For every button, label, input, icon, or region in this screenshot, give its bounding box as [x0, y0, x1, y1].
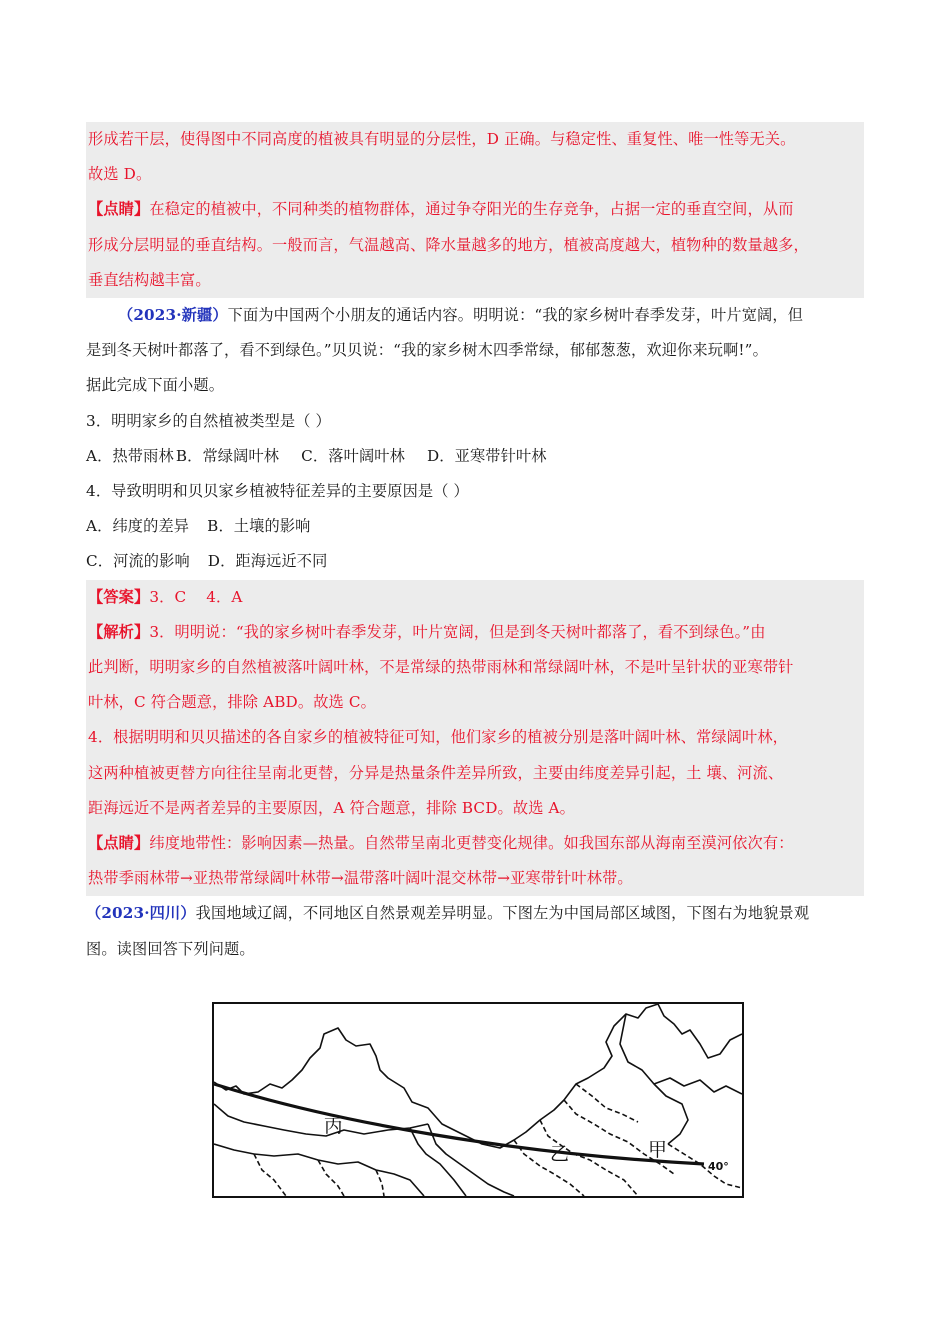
label-yi: 乙 — [550, 1143, 570, 1165]
option-a: A．热带雨林 — [86, 446, 174, 465]
option-c: C．河流的影响 — [86, 552, 190, 571]
text-line: 形成若干层，使得图中不同高度的植被具有明显的分层性，D 正确。与稳定性、重复性、唯一性等无关。 — [88, 130, 796, 148]
analysis-line — [88, 615, 862, 650]
option-c: C．落叶阔叶林 — [301, 446, 405, 465]
tip-text: 在稳定的植被中，不同种类的植物群体，通过争夺阳光的生存竞争，占据一定的垂直空间，从而 — [149, 200, 794, 219]
tip-line — [88, 826, 862, 861]
answer-tag: 【答案】 — [88, 587, 150, 606]
latitude-line-40 — [214, 1084, 704, 1164]
analysis-tag: 【解析】 — [88, 622, 150, 641]
text-line: 故选 D。 — [88, 165, 152, 184]
question-options — [86, 544, 864, 579]
tip-tag: 【点睛】 — [88, 200, 150, 219]
latitude-label: 40° — [708, 1160, 729, 1173]
analysis-line: 距海远近不是两者差异的主要原因，A 符合题意，排除 BCD。故选 A。 — [88, 798, 575, 817]
analysis-line: 4．根据明明和贝贝描述的各自家乡的植被特征可知，他们家乡的植被分别是落叶阔叶林、常绿阔叶林， — [88, 728, 788, 747]
question-intro — [86, 298, 864, 404]
answer-line — [88, 580, 862, 615]
source-tag: （2023·四川） — [86, 904, 196, 923]
tip-line — [88, 192, 862, 227]
question-3 — [86, 404, 864, 474]
intro-line: 是到冬天树叶都落了，看不到绿色。”贝贝说：“我的家乡树木四季常绿，郁郁葱葱，欢迎你来玩啊!”。 — [86, 341, 768, 360]
label-bing: 丙 — [324, 1115, 344, 1137]
map-borders — [214, 1004, 742, 1196]
intro-text: 下面为中国两个小朋友的通话内容。明明说：“我的家乡树叶春季发芽，叶片宽阔，但 — [227, 306, 804, 325]
explanation-continued — [86, 122, 864, 298]
option-b: B．土壤的影响 — [207, 517, 311, 536]
question-stem: 4．导致明明和贝贝家乡植被特征差异的主要原因是（ ） — [86, 482, 469, 501]
option-a: A．纬度的差异 — [86, 517, 190, 536]
text-line: 垂直结构越丰富。 — [88, 270, 211, 289]
tip-tag: 【点睛】 — [88, 834, 150, 853]
intro-line — [86, 298, 864, 333]
intro-line: 图。读图回答下列问题。 — [86, 939, 255, 958]
analysis-line: 这两种植被更替方向往往呈南北更替，分异是热量条件差异所致，主要由纬度差异引起，土 壤、河流、 — [88, 763, 784, 782]
question-intro — [86, 896, 864, 966]
intro-text: 我国地域辽阔，不同地区自然景观差异明显。下图左为中国局部区域图，下图右为地貌景观 — [195, 904, 810, 923]
tip-text: 纬度地带性：影响因素—热量。自然带呈南北更替变化规律。如我国东部从海南至漠河依次有： — [149, 834, 794, 853]
analysis-line: 叶林，C 符合题意，排除 ABD。故选 C。 — [88, 693, 376, 712]
analysis-text: 3．明明说：“我的家乡树叶春季发芽，叶片宽阔，但是到冬天树叶都落了，看不到绿色。”由 — [149, 622, 766, 641]
option-b: B．常绿阔叶林 — [175, 446, 280, 465]
answer-block — [86, 580, 864, 897]
source-tag: （2023·新疆） — [118, 306, 228, 325]
tip-line: 热带季雨林带→亚热带常绿阔叶林带→温带落叶阔叶混交林带→亚寒带针叶林带。 — [88, 869, 633, 888]
label-jia: 甲 — [648, 1139, 668, 1161]
text-line: 形成分层明显的垂直结构。一般而言，气温越高、降水量越多的地方，植被高度越大，植物种的数量越多， — [88, 235, 809, 254]
analysis-line: 此判断，明明家乡的自然植被落叶阔叶林，不是常绿的热带雨林和常绿阔叶林，不是叶呈针状的亚寒带针 — [88, 658, 794, 677]
intro-line — [86, 896, 864, 931]
option-d: D．亚寒带针叶林 — [426, 446, 547, 465]
answer-text: 3．C 4．A — [149, 587, 243, 606]
intro-line: 据此完成下面小题。 — [86, 376, 225, 395]
map-svg — [214, 1004, 742, 1196]
question-4 — [86, 474, 864, 580]
question-options — [86, 509, 864, 544]
china-region-map — [212, 1002, 744, 1198]
document-page — [86, 122, 864, 967]
option-d: D．距海远近不同 — [207, 552, 328, 571]
question-stem: 3．明明家乡的自然植被类型是（ ） — [86, 411, 331, 430]
question-options — [86, 439, 864, 474]
